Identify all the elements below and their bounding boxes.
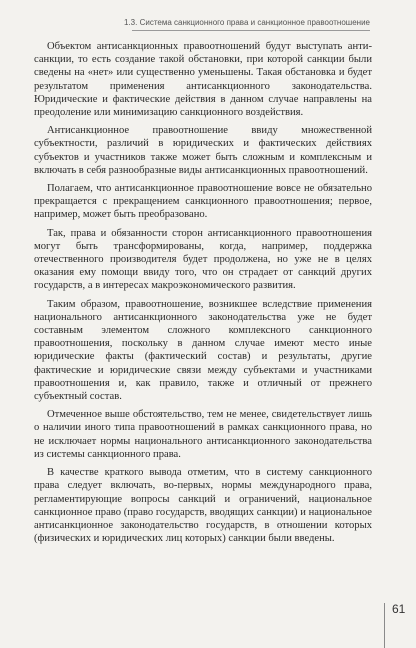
header-rule [132,30,370,31]
paragraph: Таким образом, правоотношение, возникшее вследствие применения национального антисанкционного законодательства уже не будет составным элементом сложного комплексного санкционного правоотношения, поскольку в данном случае имеют место иные юридические факты (фактический состав) и результаты, другие фактические и юридические связи между субъектами и участниками правоотношения и, как правило, также и отличный от прежнего субъектный состав. [34,298,372,403]
body-text [34,40,372,550]
page-number-rule [384,603,385,648]
paragraph: В качестве краткого вывода отметим, что в систему санкционного права следует включать, во-первых, нормы международного права, регламентирующие вопросы санкций и ограничений, национальное санкционное право (право государств, вводящих санкции) и национальное антисанкционное законодательство государств, в отношении которых (физических и юридических лиц которых) санкции были введены. [34,467,372,545]
page-number: 61 [392,602,406,616]
paragraph: Антисанкционное правоотношение ввиду множественной субъектности, различий в юридических и фактических действиях субъектов и участников также может быть сложным и комплексным и включать в себя разнообразные виды антисанкционных правоотношений. [34,125,372,176]
paragraph: Объектом антисанкционных правоотношений будут выступать анти-санкции, то есть создание такой обстановки, при которой санкции были сведены на «нет» или существенно уменьшены. Такая обстановка и будет результатом применения антисанкционного законодательства. Юридические и фактические действия в данном случае направлены на преодоление или минимизацию санкционного воздействия. [34,41,372,119]
running-header [0,0,416,30]
paragraph: Полагаем, что антисанкционное правоотношение вовсе не обязательно прекращается с прекращением санкционного правоотношения; первое, например, может быть преобразовано. [34,183,372,221]
paragraph: Отмеченное выше обстоятельство, тем не менее, свидетельствует лишь о наличии иного типа правоотношений в рамках санкционного права, но не исключает нормы национального антисанкционного законодательства из системы санкционного права. [34,409,372,460]
paragraph: Так, права и обязанности сторон антисанкционного правоотношения могут быть трансформированы, когда, например, поддержка отечественного производителя будет продолжена, но уже не в целях оказания ему помощи ввиду того, что он страдает от санкций других государств, а в интересах макроэкономического развития. [34,227,372,292]
section-title: 1.3. Система санкционного права и санкционное правоотношение [124,18,370,27]
